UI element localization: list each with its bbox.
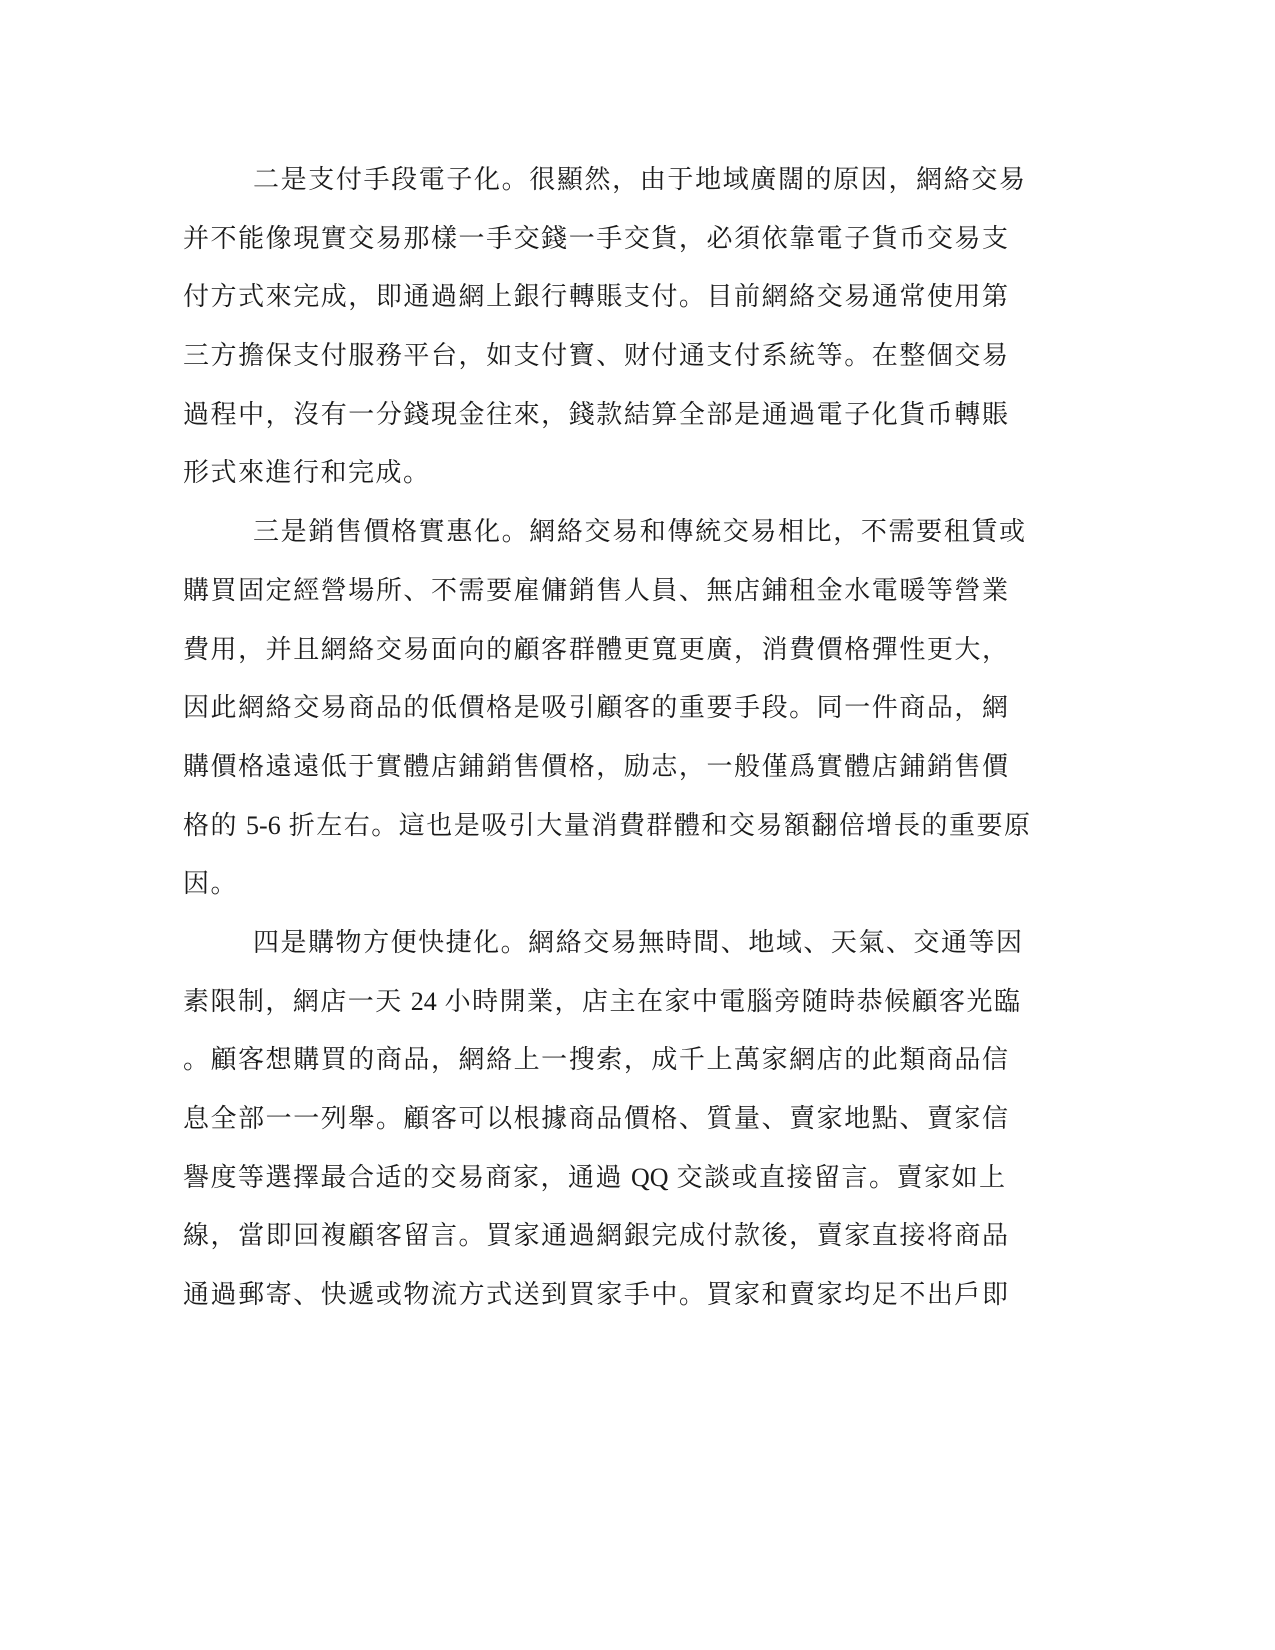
paragraph-price — [183, 503, 1033, 914]
document-page — [183, 151, 1033, 1325]
text-line: 息全部一一列舉。顧客可以根據商品價格、質量、賣家地點、賣家信 — [183, 1104, 1008, 1133]
text-line: 譽度等選擇最合适的交易商家，通過 QQ 交談或直接留言。賣家如上 — [183, 1162, 1005, 1192]
text-line: 形式來進行和完成。 — [183, 458, 431, 488]
text-line: 購買固定經營場所、不需要雇傭銷售人員、無店鋪租金水電暖等營業 — [183, 575, 1008, 605]
text-line: 。顧客想購買的商品，網絡上一搜索，成千上萬家網店的此類商品信 — [183, 1045, 1008, 1075]
text-line: 過程中，沒有一分錢現金往來，錢款結算全部是通過電子化貨币轉賬 — [183, 399, 1008, 429]
text-line: 因。 — [183, 869, 239, 899]
text-line: 因此網絡交易商品的低價格是吸引顧客的重要手段。同一件商品，網 — [183, 693, 1008, 723]
text-line: 線，當即回複顧客留言。買家通過網銀完成付款後，賣家直接将商品 — [183, 1221, 1008, 1251]
text-line: 格的 5-6 折左右。這也是吸引大量消費群體和交易額翻倍增長的重要原 — [183, 810, 1030, 840]
text-line: 三方擔保支付服務平台，如支付寶、财付通支付系統等。在整個交易 — [183, 341, 1008, 371]
paragraph-shopping — [183, 914, 1033, 1325]
text-line: 費用，并且網絡交易面向的顧客群體更寬更廣，消費價格彈性更大， — [183, 634, 1008, 664]
text-line: 并不能像現實交易那樣一手交錢一手交貨，必須依靠電子貨币交易支 — [183, 223, 1008, 253]
text-line: 素限制，網店一天 24 小時開業，店主在家中電腦旁随時恭候顧客光臨 — [183, 986, 1020, 1016]
text-line: 三是銷售價格實惠化。網絡交易和傳統交易相比，不需要租賃或 — [253, 517, 1025, 547]
text-line: 付方式來完成，即通過網上銀行轉賬支付。目前網絡交易通常使用第 — [183, 282, 1008, 312]
paragraph-payment — [183, 151, 1033, 503]
text-line: 購價格遠遠低于實體店鋪銷售價格，励志，一般僅爲實體店鋪銷售價 — [183, 751, 1008, 781]
text-line: 二是支付手段電子化。很顯然，由于地域廣闊的原因，網絡交易 — [253, 165, 1025, 194]
text-line: 四是購物方便快捷化。網絡交易無時間、地域、天氣、交通等因 — [253, 927, 1022, 957]
text-line: 通過郵寄、快遞或物流方式送到買家手中。買家和賣家均足不出戶即 — [183, 1280, 1008, 1310]
